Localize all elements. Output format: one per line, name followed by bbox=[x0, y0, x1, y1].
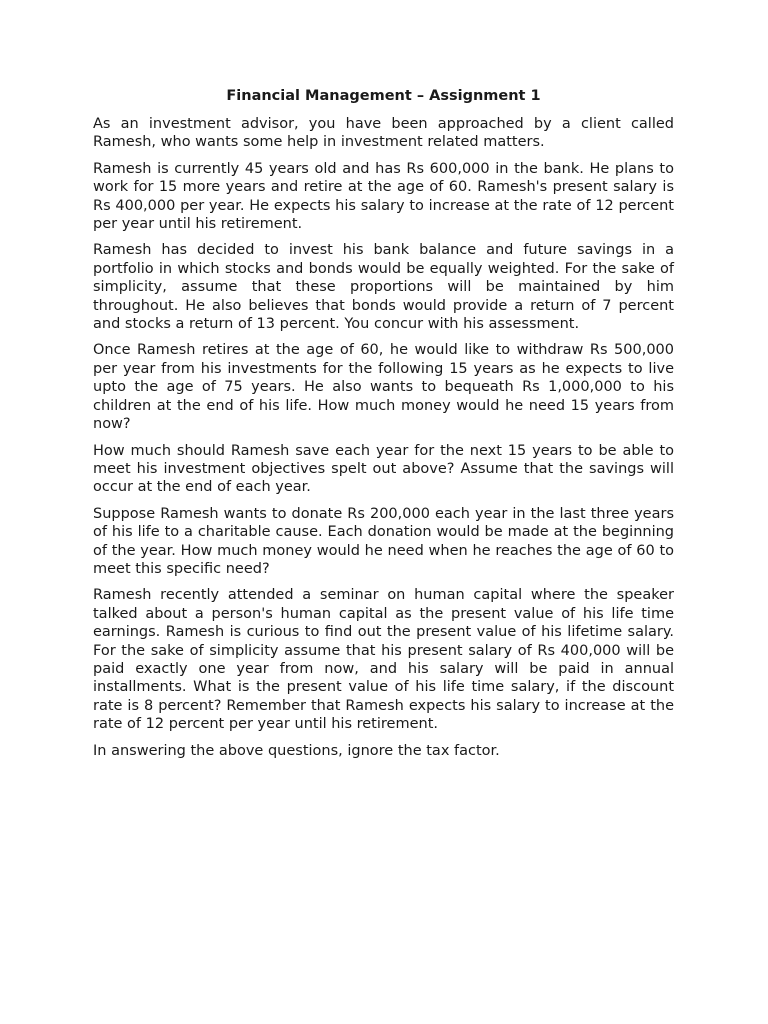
paragraph-retirement-need: Once Ramesh retires at the age of 60, he would like to withdraw Rs 500,000 per year from his investments for the following 15 years as he expects to live upto the age of 75 years. He also wants to bequeath Rs 1,000,000 to his children at the end of his life. How much money would he need 15 years from now? bbox=[93, 342, 674, 433]
paragraph-background: Ramesh is currently 45 years old and has Rs 600,000 in the bank. He plans to work for 15 more years and retire at the age of 60. Ramesh's present salary is Rs 400,000 per year. He expects his salary to increase at the rate of 12 percent per year until his retirement. bbox=[93, 160, 674, 233]
paragraph-human-capital: Ramesh recently attended a seminar on human capital where the speaker talked about a person's human capital as the present value of his life time earnings. Ramesh is curious to find out the present value of his lifetime salary. For the sake of simplicity assume that his present salary of Rs 400,000 will be paid exactly one year from now, and his salary will be paid in annual installments. What is the present value of his life time salary, if the discount rate is 8 percent? Remember that Ramesh expects his salary to increase at the rate of 12 percent per year until his retirement. bbox=[93, 587, 674, 733]
paragraph-donation: Suppose Ramesh wants to donate Rs 200,000 each year in the last three years of his life to a charitable cause. Each donation would be made at the beginning of the year. How much money would he need when he reaches the age of 60 to meet this specific need? bbox=[93, 505, 674, 577]
paragraph-intro: As an investment advisor, you have been approached by a client called Ramesh, who wants some help in investment related matters. bbox=[93, 116, 674, 151]
document-title: Financial Management – Assignment 1 bbox=[226, 88, 541, 104]
paragraph-portfolio: Ramesh has decided to invest his bank balance and future savings in a portfolio in which stocks and bonds would be equally weighted. For the sake of simplicity, assume that these proportions will be maintained by him throughout. He also believes that bonds would provide a return of 7 percent and stocks a return of 13 percent. You concur with his assessment. bbox=[93, 242, 674, 333]
paragraph-tax-note: In answering the above questions, ignore the tax factor. bbox=[93, 742, 500, 759]
paragraph-annual-savings: How much should Ramesh save each year for the next 15 years to be able to meet his investment objectives spelt out above? Assume that the savings will occur at the end of each year. bbox=[93, 442, 674, 496]
document-page bbox=[93, 86, 674, 768]
